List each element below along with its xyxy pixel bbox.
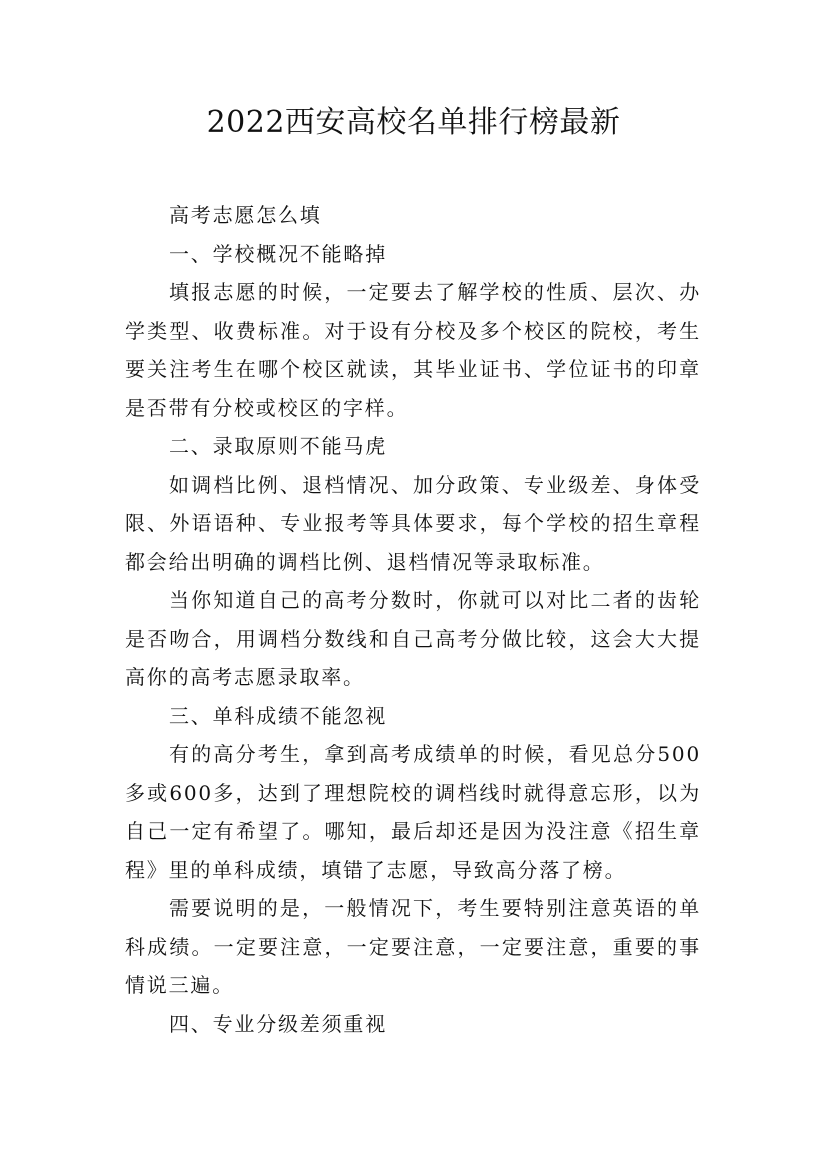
paragraph: 高考志愿怎么填: [169, 203, 322, 227]
section-heading: 一、学校概况不能略掉: [169, 241, 387, 266]
paragraph: 如调档比例、退档情况、加分政策、专业级差、身体受限、外语语种、专业报考等具体要求，每个学校的招生章程都会给出明确的调档比例、退档情况等录取标准。: [125, 472, 701, 574]
section-heading: 三、单科成绩不能忽视: [169, 703, 387, 728]
document-title: 2022西安高校名单排行榜最新: [206, 105, 621, 140]
paragraph: 填报志愿的时候，一定要去了解学校的性质、层次、办学类型、收费标准。对于设有分校及多个校区的院校，考生要关注考生在哪个校区就读，其毕业证书、学位证书的印章是否带有分校或校区的字样。: [125, 280, 701, 420]
section-heading: 四、专业分级差须重视: [169, 1011, 387, 1036]
paragraph: 需要说明的是，一般情况下，考生要特别注意英语的单科成绩。一定要注意，一定要注意，一定要注意，重要的事情说三遍。: [125, 896, 701, 997]
section-heading: 二、录取原则不能马虎: [169, 434, 387, 458]
paragraph: 当你知道自己的高考分数时，你就可以对比二者的齿轮是否吻合，用调档分数线和自己高考分做比较，这会大大提高你的高考志愿录取率。: [125, 588, 701, 689]
document-body: [125, 196, 701, 1043]
paragraph: 有的高分考生，拿到高考成绩单的时候，看见总分500多或600多，达到了理想院校的调档线时就得意忘形，以为自己一定有希望了。哪知，最后却还是因为没注意《招生章程》里的单科成绩，填错了志愿，导致高分落了榜。: [125, 742, 701, 882]
